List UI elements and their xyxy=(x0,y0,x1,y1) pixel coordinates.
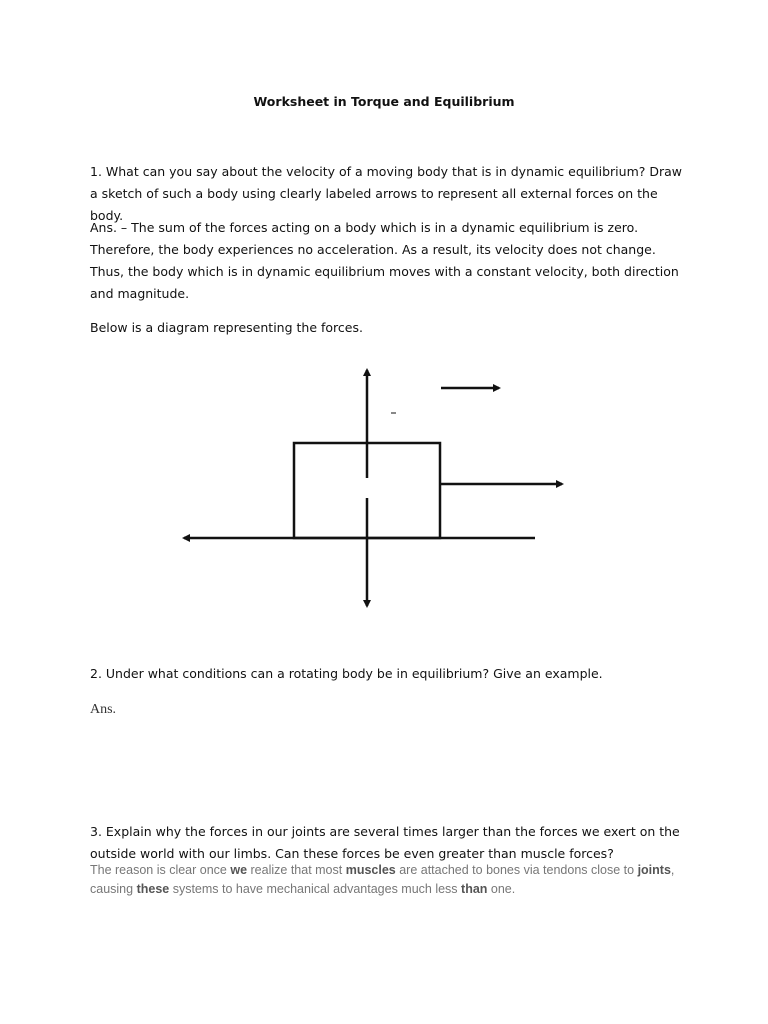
answer-3-text: systems to have mechanical advantages much less xyxy=(169,882,462,896)
answer-3-text: are attached to bones via tendons close to xyxy=(395,863,638,877)
answer-3-emphasis: muscles xyxy=(345,863,396,877)
answer-3-text: realize that most xyxy=(247,863,346,877)
answer-3-emphasis: than xyxy=(461,882,488,896)
answer-1: Ans. – The sum of the forces acting on a body which is in a dynamic equilibrium is zero. Therefore, the body experiences no acceleration. As a result, its velocity does not change. Thus, the body which is in dynamic equilibrium moves with a constant velocity, both direction and magnitude. xyxy=(90,220,679,301)
answer-3-emphasis: these xyxy=(136,882,170,896)
diagram-intro: Below is a diagram representing the forces. xyxy=(90,320,363,335)
question-2: 2. Under what conditions can a rotating body be in equilibrium? Give an example. xyxy=(90,666,603,681)
answer-2: Ans. xyxy=(90,702,117,717)
force-diagram xyxy=(170,360,590,620)
answer-3-emphasis: joints xyxy=(637,863,671,877)
answer-3-text: , causing xyxy=(90,863,675,896)
question-1: 1. What can you say about the velocity of a moving body that is in dynamic equilibrium? Draw a sketch of such a body using clearly labeled arrows to represent all external forces on the body. xyxy=(90,164,683,223)
worksheet-title: Worksheet in Torque and Equilibrium xyxy=(253,94,515,109)
answer-3 xyxy=(90,861,680,899)
answer-3-text: one. xyxy=(487,882,516,896)
answer-3-text: The reason is clear once xyxy=(90,863,231,877)
question-3: 3. Explain why the forces in our joints are several times larger than the forces we exert on the outside world with our limbs. Can these forces be even greater than muscle forces? xyxy=(90,824,680,861)
answer-3-emphasis: we xyxy=(230,863,248,877)
